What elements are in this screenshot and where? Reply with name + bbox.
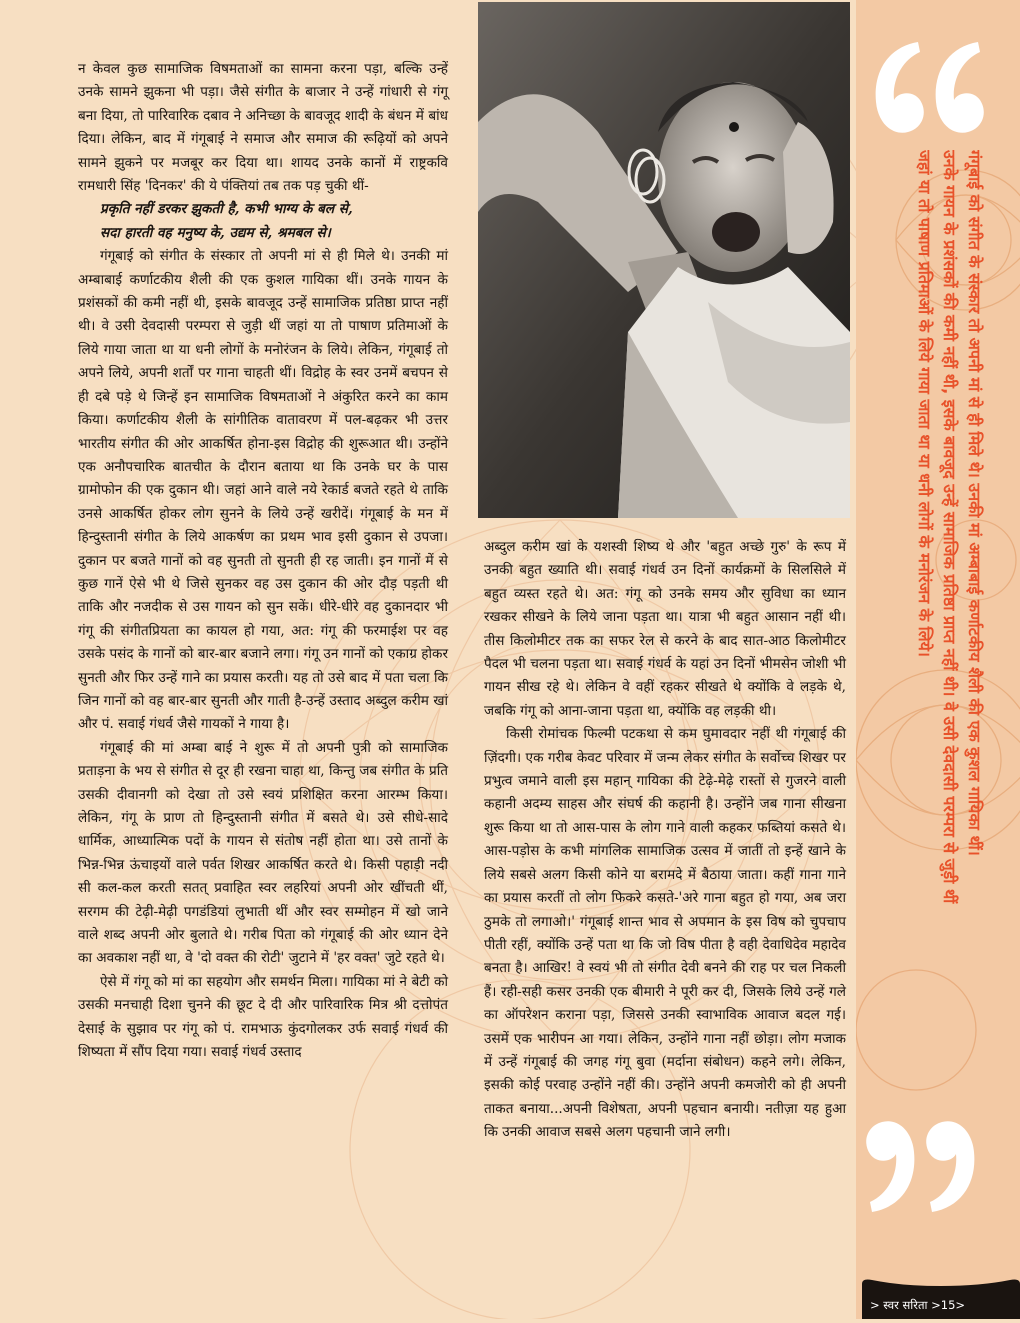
paragraph: न केवल कुछ सामाजिक विषमताओं का सामना करना पड़ा, बल्कि उन्हें उनके सामने झुकना भी पड़ा। जैसे संगीत के बाजार ने उन्हें गांधारी से गंगू बना दिया, तो पारिवारिक दबाव ने अनिच्छा के बावजूद शादी के बंधन में बांध दिया। लेकिन, बाद में गंगूबाई ने समाज और समाज की रूढ़ियों को अपने सामने झुकने पर मजबूर कर दिया था। शायद उनके कानों में राष्ट्रकवि रामधारी सिंह 'दिनकर' की ये पंक्तियां तब तक पड़ चुकी थीं- [78,61,448,195]
poem-line-2: सदा हारती वह मनुष्य के, उद्यम से, श्रमबल से। [100,224,331,241]
article-left-column [78,58,448,1064]
paragraph: अब्दुल करीम खां के यशस्वी शिष्य थे और 'बहुत अच्छे गुरु' के रूप में उनकी बहुत ख्याति थी। सवाई गंधर्व उन दिनों कार्यक्रमों के सिलसिले में बहुत व्यस्त रहते थे। अत: गंगू को उनके समय और सुविधा का ध्यान रखकर सीखने के लिये जाना पड़ता था। यात्रा भी बहुत आसान नहीं थी। तीस किलोमीटर तक का सफर रेल से करने के बाद सात-आठ किलोमीटर पैदल भी चलना पड़ता था। सवाई गंधर्व के यहां उन दिनों भीमसेन जोशी भी गायन सीख रहे थे। लेकिन वे वहीं रहकर सीखते थे क्योंकि वे लड़के थे, जबकि गंगू को आना-जाना पड़ता था, क्योंकि वह लड़की थी। [484,539,846,719]
pull-quote-line-3: जहां या तो पाषाण प्रतिमाओं के लिये गाया जाता था या धनी लोगों के मनोरंजन के लिये। [915,150,934,657]
pull-quote-line-1: गंगूबाई को संगीत के संस्कार तो अपनी मां से ही मिले थे। उनकी मां अम्बाबाई कर्णाटकीय शैली की एक कुशल गायिका थीं। [965,150,984,856]
page-number: > स्वर सरिता >15> [870,1298,966,1312]
poem-line-1: प्रकृति नहीं डरकर झुकती है, कभी भाग्य के बल से, [100,201,353,218]
paragraph: ऐसे में गंगू को मां का सहयोग और समर्थन मिला। गायिका मां ने बेटी को उसकी मनचाही दिशा चुनने की छूट दे दी और पारिवारिक मित्र श्री दत्तोपंत देसाई के सुझाव पर गंगू को पं. रामभाऊ कुंदगोलकर उर्फ सवाई गंधर्व की शिष्यता में सौंप दिया गया। सवाई गंधर्व उस्ताद [78,973,448,1061]
pull-quote [892,150,982,1140]
paragraph: किसी रोमांचक फिल्मी पटकथा से कम घुमावदार नहीं थी गंगूबाई की ज़िंदगी। एक गरीब केवट परिवार में जन्म लेकर संगीत के सर्वोच्च शिखर पर प्रभुत्व जमाने वाली इस महान् गायिका की टेढ़े-मेढ़े रास्तों से गुजरने वाली कहानी अदम्य साहस और संघर्ष की कहानी है। उन्होंने जब गाना सीखना शुरू किया था तो आस-पास के लोग गाने वाली कहकर फब्तियां कसते थे। आस-पड़ोस के कभी मांगलिक सामाजिक उत्सव में जातीं तो इन्हें खाने के लिये सबसे अलग किसी कोने या बरामदे में बैठाया जाता। कहीं गाना गाने का प्रयास करतीं तो लोग फिकरे कसते-'अरे गाना बहुत हो गया, अब जरा ठुमके तो लगाओ।' गंगूबाई शान्त भाव से अपमान के इस विष को चुपचाप पीती रहीं, क्योंकि उन्हें पता था कि जो विष पीता है वही देवाधिदेव महादेव बनता है। आखिर! वे स्वयं भी तो संगीत देवी बनने की राह पर चल निकली हैं। रही-सही कसर उनकी एक बीमारी ने पूरी कर दी, जिसके लिये उन्हें गले का ऑपरेशन कराना पड़ा, जिससे उनकी स्वाभाविक आवाज बदल गई। उसमें एक भारीपन आ गया। लेकिन, उन्होंने गाना नहीं छोड़ा। लोग मजाक में उन्हें गंगूबाई की जगह गंगू बुवा (मर्दाना संबोधन) कहने लगे। लेकिन, इसकी कोई परवाह उन्होंने नहीं की। उन्होंने अपनी कमजोरी को ही अपनी ताकत बनाया...अपनी विशेषता, अपनी पहचान बनायी। नतीज़ा यह हुआ कि उनकी आवाज सबसे अलग पहचानी जाने लगी। [484,726,846,1141]
opening-quote-icon [868,32,988,142]
article-right-column [484,536,846,1145]
paragraph: गंगूबाई की मां अम्बा बाई ने शुरू में तो अपनी पुत्री को सामाजिक प्रताड़ना के भय से संगीत से दूर ही रखना चाहा था, किन्तु जब संगीत के प्रति उसकी दीवानगी को देखा तो उसे स्वयं प्रशिक्षित करना आरम्भ किया। लेकिन, गंगू के प्राण तो हिन्दुस्तानी संगीत में बसते थे। उसे सीधे-सादे धार्मिक, आध्यात्मिक पदों के गायन से संतोष नहीं होता था। उसे तानों के भिन्न-भिन्न ऊंचाइयों वाले पर्वत शिखर आकर्षित करते थे। किसी पहाड़ी नदी सी कल-कल करती सतत् प्रवाहित स्वर लहरियां अपनी ओर खींचती थीं, सरगम की टेढ़ी-मेढ़ी पगडंडियां लुभाती थीं और स्वर सम्मोहन में खो जाने वाले शब्द अपनी ओर बुलाते थे। गरीब पिता को गंगूबाई की ओर ध्यान देने का अवकाश नहीं था, वे 'दो वक्त की रोटी' जुटाने में 'हर वक्त' जुटे रहते थे। [78,739,448,967]
singer-photo [478,2,850,518]
singer-photo-illustration [478,2,850,518]
paragraph: गंगूबाई को संगीत के संस्कार तो अपनी मां से ही मिले थे। उनकी मां अम्बाबाई कर्णाटकीय शैली की एक कुशल गायिका थीं। उनके गायन के प्रशंसकों की कमी नहीं थी, इसके बावजूद उन्हें सामाजिक प्रतिष्ठा प्राप्त नहीं थी। वे उसी देवदासी परम्परा से जुड़ी थीं जहां या तो पाषाण प्रतिमाओं के लिये गाया जाता था या धनी लोगों के मनोरंजन के लिये। लेकिन, गंगूबाई तो अपने लिये, अपनी शर्तों पर गाना चाहती थीं। विद्रोह के स्वर उनमें बचपन से ही दबे पड़े थे जिन्हें इन सामाजिक विषमताओं ने अंकुरित करने का काम किया। कर्णाटकीय शैली के सांगीतिक वातावरण में पल-बढ़कर भी उत्तर भारतीय संगीत की ओर आकर्षित होना-इस विद्रोह की शुरूआत थी। उन्होंने एक अनौपचारिक बातचीत के दौरान बताया था कि उनके घर के पास ग्रामोफोन की एक दुकान थी। जहां आने वाले नये रेकार्ड बजते रहते थे ताकि उनसे आकर्षित होकर लोग सुनने के लिये उन्हें खरीदें। गंगूबाई के मन में हिन्दुस्तानी संगीत के लिये आकर्षण का प्रथम भाव इसी दुकान से उपजा। दुकान पर बजते गानों को वह सुनती तो सुनती ही रह जाती। इन गानों में से कुछ गानें ऐसे भी थे जिसे सुनकर वह उस दुकान की ओर दौड़ पड़ती थी ताकि और नजदीक से उस गायन को सुन सकें। धीरे-धीरे वह दुकानदार भी गंगू की संगीतप्रियता का कायल हो गया, अत: गंगू की फरमाईश पर वह उसके पसंद के गानों को बार-बार बजाने लगा। गंगू उन गानों को एकाग्र होकर सुनती और फिर उन्हें गाने का प्रयास करती। यह तो उसे बाद में पता चला कि जिन गानों को वह बार-बार सुनती और गाती है-उन्हें उस्ताद अब्दुल करीम खां और पं. सवाई गंधर्व जैसे गायकों ने गाया है। [78,248,448,733]
pull-quote-line-2: उनके गायन के प्रशंसकों की कमी नहीं थी, इसके बावजूद उन्हें सामाजिक प्रतिष्ठा प्राप्त नहीं थी। वे उसी देवदासी परम्परा से जुड़ी थीं [940,150,959,904]
